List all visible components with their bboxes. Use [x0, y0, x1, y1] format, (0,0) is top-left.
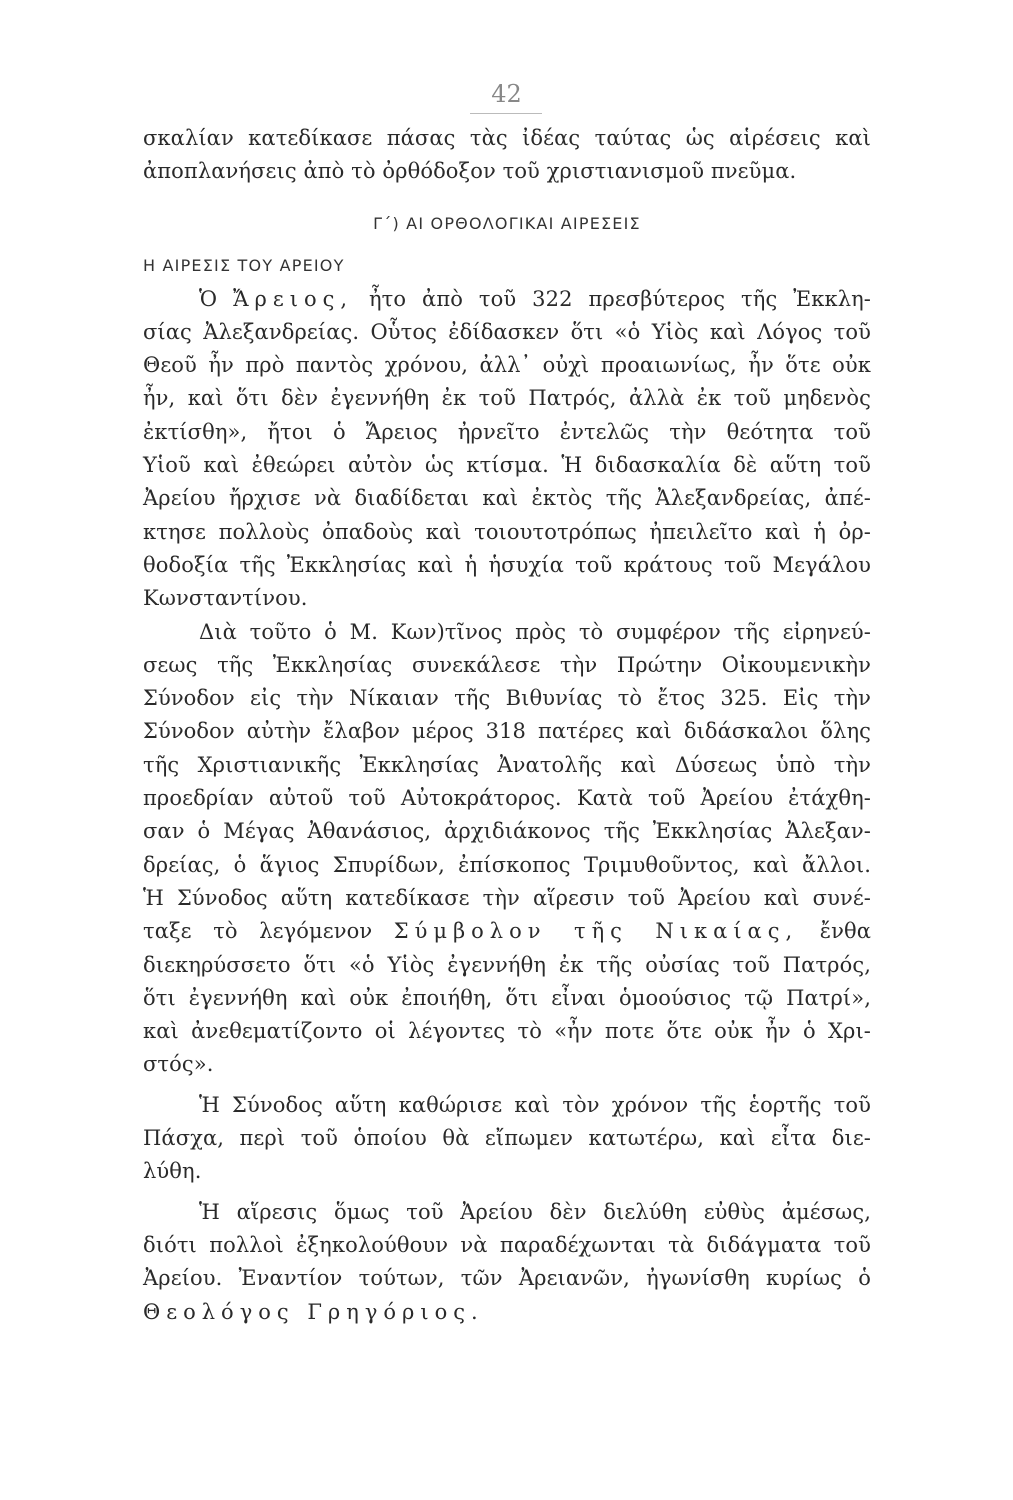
text-line: Υἱοῦ καὶ ἐθεώρει αὐτὸν ὡς κτίσμα. Ἡ διδασκαλία δὲ αὕτη τοῦ — [143, 453, 871, 478]
text-line: ἦν, καὶ ὅτι δὲν ἐγεννήθη ἐκ τοῦ Πατρός, ἀλλὰ ἐκ τοῦ μηδενὸς — [143, 386, 871, 411]
text-line — [143, 283, 871, 316]
text-line: προεδρίαν αὐτοῦ τοῦ Αὐτοκράτορος. Κατὰ τοῦ Ἀρείου ἐτάχθη- — [143, 786, 871, 811]
text-line: Ἡ Σύνοδος αὕτη καθώρισε καὶ τὸν χρόνον τῆς ἑορτῆς τοῦ — [199, 1092, 871, 1117]
subsection-title: Η ΑΙΡΕΣΙΣ ΤΟΥ ΑΡΕΙΟΥ — [143, 255, 345, 275]
text-span: ἔνθα — [819, 919, 871, 944]
paragraph-2 — [143, 616, 871, 1082]
text-line: θοδοξία τῆς Ἐκκλησίας καὶ ἡ ἡσυχία τοῦ κράτους τοῦ Μεγάλου — [143, 552, 871, 577]
text-line: Σύνοδον αὐτὴν ἔλαβον μέρος 318 πατέρες καὶ διδάσκαλοι ὅλης — [143, 719, 871, 744]
paragraph-3 — [143, 1089, 871, 1189]
text-line: Σύνοδον εἰς τὴν Νίκαιαν τῆς Βιθυνίας τὸ ἔτος 325. Εἰς τὴν — [143, 686, 871, 711]
text-span: ἦτο ἀπὸ τοῦ 322 πρεσβύτερος τῆς Ἐκκλη- — [368, 286, 871, 311]
page-number: 42 — [491, 80, 522, 108]
paragraph-gap — [143, 1189, 871, 1196]
paragraph-4 — [143, 1196, 871, 1329]
text-line: Ἡ αἵρεσις ὅμως τοῦ Ἀρείου δὲν διελύθη εὐθὺς ἀμέσως, — [199, 1199, 871, 1224]
paragraph-1 — [143, 283, 871, 616]
text-line — [143, 915, 871, 948]
text-line: τῆς Χριστιανικῆς Ἐκκλησίας Ἀνατολῆς καὶ Δύσεως ὑπὸ τὴν — [143, 752, 871, 777]
text-span: ταξε τὸ λεγόμενον — [143, 919, 373, 944]
text-line: στός». — [143, 1052, 214, 1077]
name-spaced: Σύμβολον τῆς Νικαίας, — [393, 919, 799, 944]
text-line: Ἀρείου ἤρχισε νὰ διαδίδεται καὶ ἐκτὸς τῆς Ἀλεξανδρείας, ἀπέ- — [143, 486, 871, 511]
text-line: Θεοῦ ἦν πρὸ παντὸς χρόνου, ἀλλ᾽ οὐχὶ προαιωνίως, ἦν ὅτε οὐκ — [143, 353, 871, 378]
text-line: σίας Ἀλεξανδρείας. Οὗτος ἐδίδασκεν ὅτι «ὁ Υἱὸς καὶ Λόγος τοῦ — [143, 319, 871, 344]
text-line: Πάσχα, περὶ τοῦ ὁποίου θὰ εἴπωμεν κατωτέρω, καὶ εἶτα διε- — [143, 1126, 871, 1151]
page-number-rule — [470, 113, 542, 114]
text-line: σαν ὁ Μέγας Ἀθανάσιος, ἀρχιδιάκονος τῆς Ἐκκλησίας Ἀλεξαν- — [143, 819, 871, 844]
text-line: Ἀρείου. Ἐναντίον τούτων, τῶν Ἀρειανῶν, ἠγωνίσθη κυρίως ὁ — [143, 1266, 871, 1291]
text-span: Ὁ — [199, 286, 218, 311]
text-line: ἐκτίσθη», ἤτοι ὁ Ἄρειος ἠρνεῖτο ἐντελῶς τὴν θεότητα τοῦ — [143, 419, 871, 444]
name-spaced: Ἄρειος, — [233, 286, 354, 311]
body-text — [143, 122, 871, 1329]
text-line — [143, 1296, 871, 1329]
text-line: Κωνσταντίνου. — [143, 586, 308, 611]
text-line: λύθη. — [143, 1159, 202, 1184]
text-line: διεκηρύσσετο ὅτι «ὁ Υἱὸς ἐγεννήθη ἐκ τῆς οὐσίας τοῦ Πατρός, — [143, 952, 871, 977]
text-line: σκαλίαν κατεδίκασε πάσας τὰς ἰδέας ταύτας ὡς αἱρέσεις καὶ — [143, 126, 871, 150]
name-spaced: Θεολόγος Γρηγόριος. — [143, 1299, 484, 1324]
text-line: σεως τῆς Ἐκκλησίας συνεκάλεσε τὴν Πρώτην Οἰκουμενικὴν — [143, 652, 871, 677]
text-line: ὅτι ἐγεννήθη καὶ οὐκ ἐποιήθη, ὅτι εἶναι ὁμοούσιος τῷ Πατρί», — [143, 985, 871, 1010]
text-line: κτησε πολλοὺς ὀπαδοὺς καὶ τοιουτοτρόπως ἠπειλεῖτο καὶ ἡ ὀρ- — [143, 519, 871, 544]
paragraph-gap — [143, 1082, 871, 1089]
text-line: δρείας, ὁ ἅγιος Σπυρίδων, ἐπίσκοπος Τριμυθοῦντος, καὶ ἄλλοι. — [143, 852, 871, 877]
section-title: Γ΄) ΑΙ ΟΡΘΟΛΟΓΙΚΑΙ ΑΙΡΕΣΕΙΣ — [373, 213, 641, 233]
text-line: ἀποπλανήσεις ἀπὸ τὸ ὀρθόδοξον τοῦ χριστιανισμοῦ πνεῦμα. — [143, 159, 797, 184]
text-line: Διὰ τοῦτο ὁ Μ. Κων)τῖνος πρὸς τὸ συμφέρον τῆς εἰρηνεύ- — [199, 619, 871, 644]
text-line: Ἡ Σύνοδος αὕτη κατεδίκασε τὴν αἵρεσιν τοῦ Ἀρείου καὶ συνέ- — [143, 885, 871, 910]
text-line: καὶ ἀνεθεματίζοντο οἱ λέγοντες τὸ «ἦν ποτε ὅτε οὐκ ἦν ὁ Χρι- — [143, 1019, 871, 1044]
text-line: διότι πολλοὶ ἐξηκολούθουν νὰ παραδέχωνται τὰ διδάγματα τοῦ — [143, 1232, 871, 1257]
